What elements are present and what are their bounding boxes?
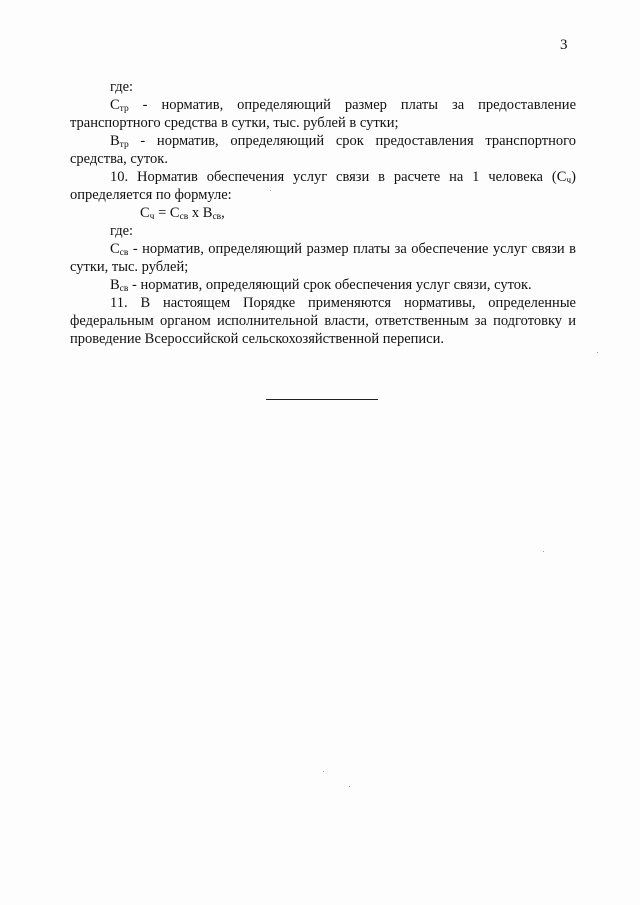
ctr-symbol: С: [110, 97, 120, 113]
paragraph-10: [70, 168, 576, 204]
formula-lhs: С: [140, 205, 150, 221]
formula: [70, 204, 576, 222]
p10-subscript: ч: [566, 176, 572, 186]
where-label-2: где:: [110, 223, 134, 239]
document-body: [70, 78, 576, 348]
csv-symbol: С: [110, 241, 120, 257]
where-label: где:: [110, 79, 134, 95]
ctr-subscript: тр: [119, 104, 129, 114]
formula-eq: = С: [154, 205, 180, 221]
vtr-subscript: тр: [119, 140, 129, 150]
csv-text: - норматив, определяющий размер платы за обеспечение услуг связи в сутки, тыс. рублей;: [70, 241, 576, 275]
definition-vsv: [70, 276, 576, 294]
page-number: 3: [560, 37, 568, 53]
vtr-text: - норматив, определяющий срок предоставления транспортного средства, суток.: [70, 133, 576, 167]
vsv-text: - норматив, определяющий срок обеспечения услуг связи, суток.: [128, 277, 532, 293]
definition-csv: [70, 240, 576, 276]
formula-lhs-subscript: ч: [149, 212, 155, 222]
ctr-text: - норматив, определяющий размер платы за предоставление транспортного средства в сутки, тыс. рублей в сутки;: [70, 97, 576, 131]
scan-speck: [543, 551, 544, 552]
csv-subscript: св: [119, 248, 129, 258]
formula-v-subscript: св: [212, 212, 222, 222]
scan-speck: [597, 352, 598, 353]
formula-end: ,: [221, 205, 225, 221]
formula-times: х В: [188, 205, 213, 221]
vtr-symbol: В: [110, 133, 120, 149]
definition-vtr: [70, 132, 576, 168]
scan-speck: [349, 786, 350, 787]
p10-text: 10. Норматив обеспечения услуг связи в расчете на 1 человека (С: [110, 169, 567, 185]
p10-end: ) определяется по формуле:: [70, 169, 576, 203]
formula-c-subscript: св: [179, 212, 189, 222]
vsv-symbol: В: [110, 277, 120, 293]
paragraph-11: 11. В настоящем Порядке применяются нормативы, определенные федеральным органом исполнительной власти, ответственным за подготовку и проведение Всероссийской сельскохозяйственной переписи.: [70, 295, 576, 347]
scan-speck: [323, 771, 324, 772]
definition-ctr: [70, 96, 576, 132]
vsv-subscript: св: [119, 284, 129, 294]
end-of-document-rule: [266, 399, 378, 400]
scan-speck: [270, 190, 271, 191]
